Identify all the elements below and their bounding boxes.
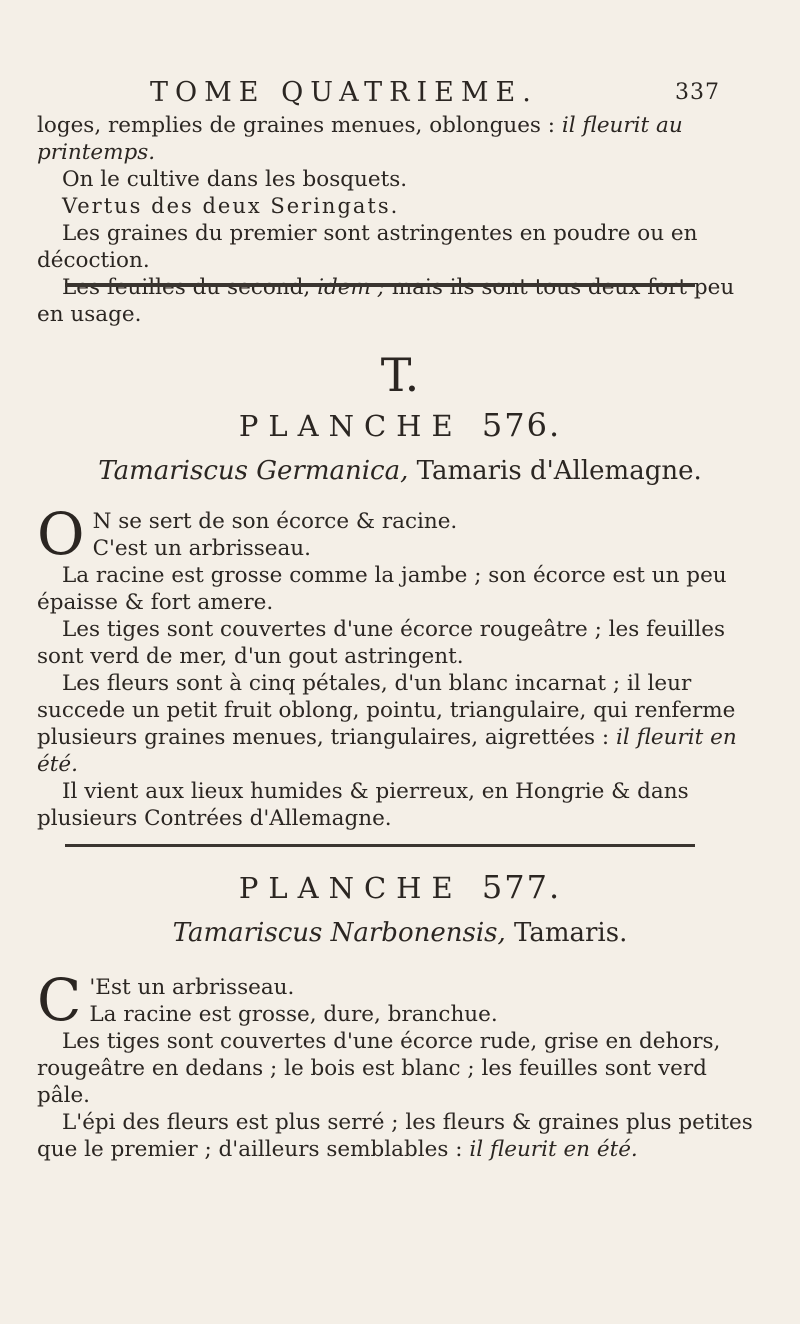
paragraph-intro-2: C 'Est un arbrisseau. La racine est grosse, dure, branchue. [37,966,498,1034]
planche-577-subtitle: Tamariscus Narbonensis, Tamaris. [172,918,628,948]
paragraph-cultivation: On le cultive dans les bosquets. [62,167,408,192]
paragraph-habitat: Il vient aux lieux humides & pierreux, en Hongrie & dans plusieurs Contrées d'Allemagne. [37,779,689,831]
paragraph-tiges: Les tiges sont couvertes d'une écorce rougeâtre ; les feuilles sont verd de mer, d'un gout astringent. [37,617,726,669]
separator-rule-2 [65,844,695,847]
planche-576-heading: PLANCHE 576. [238,406,562,444]
planche-576-subtitle: Tamariscus Germanica, Tamaris d'Allemagne. [98,456,702,486]
paragraph-racine: La racine est grosse comme la jambe ; son écorce est un peu épaisse & fort amere. [37,563,727,615]
drop-cap: O [37,500,85,568]
paragraph-continuation: loges, remplies de graines menues, oblongues : il fleurit au printemps. [37,113,683,165]
paragraph-graines: Les graines du premier sont astringentes en poudre ou en décoction. [37,221,698,273]
drop-cap-2: C [37,966,82,1034]
header-title: TOME QUATRIEME. [150,77,538,108]
planche-577-text [37,966,757,1163]
paragraph-tiges-2: Les tiges sont couvertes d'une écorce rude, grise en dehors, rougeâtre en dedans ; le bois est blanc ; les feuilles sont verd pâle. [37,1029,721,1108]
running-header [150,78,720,108]
paragraph-intro: O N se sert de son écorce & racine. C'est un arbrisseau. [37,500,458,568]
paragraph-epi: L'épi des fleurs est plus serré ; les fleurs & graines plus petites que le premier ; d'ailleurs semblables : il fleurit en été. [37,1110,753,1162]
paragraph-fleurs: Les fleurs sont à cinq pétales, d'un blanc incarnat ; il leur succede un petit fruit oblong, pointu, triangulaire, qui renferme plusieurs graines menues, triangulaires, aigrettées : il fleurit en été. [37,671,737,777]
planche-576-text [37,500,757,832]
section-letter: T. [380,348,420,402]
page-number: 337 [675,80,720,105]
planche-577-heading: PLANCHE 577. [238,868,562,906]
top-text-block [37,112,757,328]
section-heading-vertus: Vertus des deux Seringats. [62,194,400,218]
separator-rule [65,283,695,287]
paragraph-feuilles: Les feuilles du second, idem ; mais ils sont tous deux fort peu en usage. [37,275,735,327]
